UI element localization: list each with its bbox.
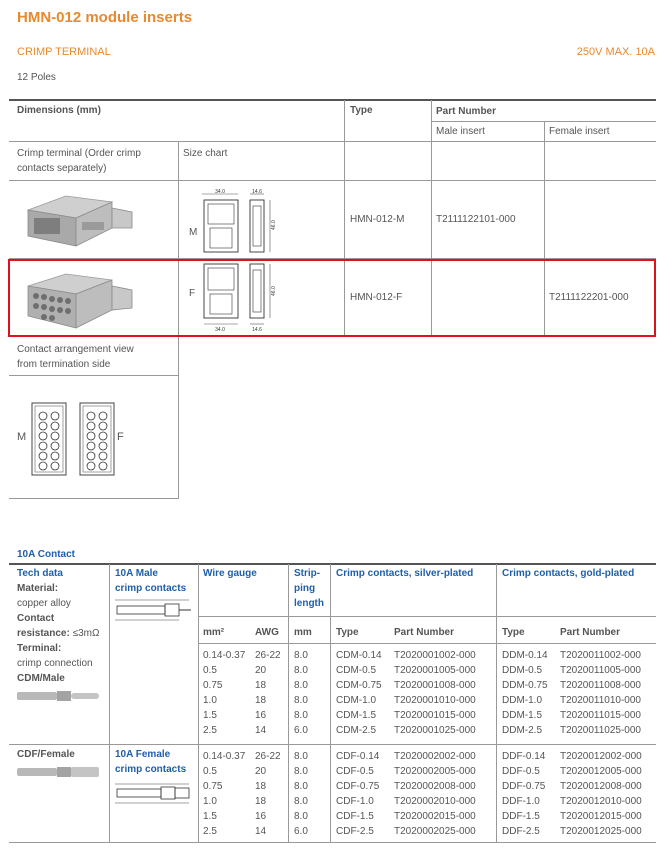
male-crimp-drawing xyxy=(113,596,193,626)
list-item: 6.0 xyxy=(294,826,308,837)
header-mm2: mm² xyxy=(203,627,225,638)
list-item: T2020011010-000 xyxy=(560,695,641,706)
dim-height-f: 46.0 xyxy=(271,286,277,296)
list-item: CDM-0.14 xyxy=(336,650,382,661)
table-top-rule xyxy=(9,99,656,101)
list-item: DDF-0.14 xyxy=(502,751,546,762)
material-value: copper alloy xyxy=(17,598,71,609)
list-item: DDM-0.14 xyxy=(502,650,548,661)
list-item: CDF-1.5 xyxy=(336,811,374,822)
list-item: 0.75 xyxy=(203,680,223,691)
list-item: T2020012010-000 xyxy=(560,796,642,807)
list-item: 16 xyxy=(255,710,267,721)
male-arrangement-diagram xyxy=(31,402,67,476)
cdm-label: CDM/Male xyxy=(17,673,65,684)
list-item: 18 xyxy=(255,680,267,691)
list-item: T2020002010-000 xyxy=(394,796,476,807)
list-item: 8.0 xyxy=(294,796,308,807)
list-item: 26-22 xyxy=(255,751,281,762)
female-mm2-list xyxy=(203,749,245,839)
list-item: 1.5 xyxy=(203,710,217,721)
male-mm2-list xyxy=(203,648,245,738)
list-item: DDM-1.0 xyxy=(502,695,543,706)
list-item: DDM-1.5 xyxy=(502,710,543,721)
list-item: CDM-0.75 xyxy=(336,680,382,691)
list-item: DDF-0.75 xyxy=(502,781,546,792)
list-item: 8.0 xyxy=(294,781,308,792)
header-strip-3: length xyxy=(294,598,324,609)
female-silver-type-list xyxy=(336,749,379,839)
list-item: T2020011015-000 xyxy=(560,710,641,721)
list-item: 0.5 xyxy=(203,766,217,777)
female-gold-type-list xyxy=(502,749,545,839)
list-item: 8.0 xyxy=(294,665,308,676)
list-item: 1.5 xyxy=(203,811,217,822)
female-crimp-drawing xyxy=(113,780,193,808)
header-male-insert: Male insert xyxy=(436,126,485,137)
list-item: CDM-1.0 xyxy=(336,695,377,706)
list-item: CDF-0.75 xyxy=(336,781,380,792)
list-item: T2020001010-000 xyxy=(394,695,476,706)
list-item: 18 xyxy=(255,796,267,807)
list-item: T2020012025-000 xyxy=(560,826,642,837)
list-item: 8.0 xyxy=(294,710,308,721)
list-item: CDF-2.5 xyxy=(336,826,374,837)
list-item: 20 xyxy=(255,766,267,777)
type-m: HMN-012-M xyxy=(350,214,405,225)
list-item: DDM-0.5 xyxy=(502,665,543,676)
list-item: T2020001015-000 xyxy=(394,710,476,721)
list-item: CDF-1.0 xyxy=(336,796,374,807)
header-gold-pn: Part Number xyxy=(560,627,621,638)
male-insert-image xyxy=(20,188,140,252)
header-dimensions: Dimensions (mm) xyxy=(17,105,101,116)
dim-depth-f: 14.6 xyxy=(252,327,262,333)
male-silver-pn-list xyxy=(394,648,476,738)
material-label: Material: xyxy=(17,583,59,594)
list-item: 0.14-0.37 xyxy=(203,751,246,762)
list-item: T2020011025-000 xyxy=(560,725,641,736)
resistance-row: resistance: ≤3mΩ xyxy=(17,628,100,639)
header-part-number: Part Number xyxy=(436,106,497,117)
male-strip-list xyxy=(294,648,308,738)
list-item: 18 xyxy=(255,695,267,706)
list-item: 0.75 xyxy=(203,781,223,792)
arrangement-desc-1: Contact arrangement view xyxy=(17,344,134,355)
list-item: T2020001008-000 xyxy=(394,680,476,691)
header-silver: Crimp contacts, silver-plated xyxy=(336,568,474,579)
list-item: DDF-1.0 xyxy=(502,796,540,807)
list-item: T2020002002-000 xyxy=(394,751,476,762)
row-f-label: F xyxy=(189,288,196,299)
female-silver-pn-list xyxy=(394,749,476,839)
male-silver-type-list xyxy=(336,648,382,738)
list-item: 8.0 xyxy=(294,680,308,691)
female-awg-list xyxy=(255,749,281,839)
list-item: DDF-0.5 xyxy=(502,766,540,777)
list-item: T2020011002-000 xyxy=(560,650,641,661)
female-part-f: T2111122201-000 xyxy=(549,292,629,303)
list-item: T2020011008-000 xyxy=(560,680,641,691)
list-item: 8.0 xyxy=(294,650,308,661)
list-item: 0.14-0.37 xyxy=(203,650,246,661)
list-item: CDM-0.5 xyxy=(336,665,377,676)
size-chart-label: Size chart xyxy=(183,148,228,159)
list-item: 20 xyxy=(255,665,267,676)
type-f: HMN-012-F xyxy=(350,292,403,303)
arrangement-f-label: F xyxy=(117,431,124,443)
list-item: 18 xyxy=(255,781,267,792)
highlight-box xyxy=(8,259,656,337)
male-part-m: T2111122101-000 xyxy=(436,214,516,225)
list-item: 14 xyxy=(255,725,267,736)
male-size-drawing xyxy=(198,190,278,256)
list-item: T2020012015-000 xyxy=(560,811,642,822)
list-item: T2020001002-000 xyxy=(394,650,476,661)
list-item: T2020012002-000 xyxy=(560,751,642,762)
dim-depth-m: 14.6 xyxy=(252,189,262,195)
list-item: 0.5 xyxy=(203,665,217,676)
crimp-terminal-desc-2: contacts separately) xyxy=(17,163,107,174)
list-item: T2020001025-000 xyxy=(394,725,476,736)
list-item: 1.0 xyxy=(203,695,217,706)
poles-label: 12 Poles xyxy=(17,72,56,83)
header-male-crimp-1: 10A Male xyxy=(115,568,158,579)
contact-section-title: 10A Contact xyxy=(17,549,75,560)
header-wire-gauge: Wire gauge xyxy=(203,568,257,579)
list-item: DDF-2.5 xyxy=(502,826,540,837)
crimp-terminal-desc-1: Crimp terminal (Order crimp xyxy=(17,148,141,159)
list-item: 6.0 xyxy=(294,725,308,736)
arrangement-desc-2: from termination side xyxy=(17,359,111,370)
header-female-insert: Female insert xyxy=(549,126,610,137)
header-female-crimp-1: 10A Female xyxy=(115,749,171,760)
header-gold-type: Type xyxy=(502,627,525,638)
header-awg: AWG xyxy=(255,627,279,638)
list-item: CDM-2.5 xyxy=(336,725,377,736)
list-item: T2020002005-000 xyxy=(394,766,476,777)
list-item: 8.0 xyxy=(294,811,308,822)
arrangement-m-label: M xyxy=(17,431,27,443)
header-tech-data: Tech data xyxy=(17,568,63,579)
list-item: 2.5 xyxy=(203,725,217,736)
header-silver-type: Type xyxy=(336,627,359,638)
list-item: T2020011005-000 xyxy=(560,665,641,676)
cdf-label: CDF/Female xyxy=(17,749,75,760)
list-item: 26-22 xyxy=(255,650,281,661)
subtitle-rating: 250V MAX. 10A xyxy=(576,46,655,58)
male-gold-type-list xyxy=(502,648,548,738)
list-item: 8.0 xyxy=(294,695,308,706)
dim-height-m: 46.0 xyxy=(271,220,277,230)
list-item: 2.5 xyxy=(203,826,217,837)
female-strip-list xyxy=(294,749,308,839)
dim-width-f: 34.0 xyxy=(215,327,225,333)
female-gold-pn-list xyxy=(560,749,642,839)
header-mm: mm xyxy=(294,627,312,638)
male-gold-pn-list xyxy=(560,648,641,738)
header-silver-pn: Part Number xyxy=(394,627,455,638)
header-female-crimp-2: crimp contacts xyxy=(115,764,187,775)
list-item: DDF-1.5 xyxy=(502,811,540,822)
list-item: T2020001005-000 xyxy=(394,665,476,676)
list-item: T2020002025-000 xyxy=(394,826,476,837)
terminal-label: Terminal: xyxy=(17,643,62,654)
male-awg-list xyxy=(255,648,281,738)
list-item: 16 xyxy=(255,811,267,822)
female-arrangement-diagram xyxy=(79,402,115,476)
list-item: T2020002015-000 xyxy=(394,811,476,822)
header-type: Type xyxy=(350,105,373,116)
header-strip-1: Strip- xyxy=(294,568,321,579)
list-item: 8.0 xyxy=(294,766,308,777)
terminal-value: crimp connection xyxy=(17,658,93,669)
list-item: CDM-1.5 xyxy=(336,710,377,721)
dim-width-m: 34.0 xyxy=(215,189,225,195)
list-item: T2020002008-000 xyxy=(394,781,476,792)
header-strip-2: ping xyxy=(294,583,316,594)
header-male-crimp-2: crimp contacts xyxy=(115,583,187,594)
contact-label: Contact xyxy=(17,613,55,624)
list-item: CDF-0.14 xyxy=(336,751,380,762)
list-item: 1.0 xyxy=(203,796,217,807)
row-m-label: M xyxy=(189,227,198,238)
list-item: T2020012008-000 xyxy=(560,781,642,792)
male-contact-pin-image xyxy=(17,689,101,703)
female-contact-pin-image xyxy=(17,765,101,779)
page-title: HMN-012 module inserts xyxy=(17,9,193,26)
list-item: DDM-0.75 xyxy=(502,680,548,691)
list-item: CDF-0.5 xyxy=(336,766,374,777)
list-item: T2020012005-000 xyxy=(560,766,642,777)
list-item: 8.0 xyxy=(294,751,308,762)
list-item: 14 xyxy=(255,826,267,837)
subtitle-crimp: CRIMP TERMINAL xyxy=(17,46,111,58)
list-item: DDM-2.5 xyxy=(502,725,543,736)
header-gold: Crimp contacts, gold-plated xyxy=(502,568,635,579)
